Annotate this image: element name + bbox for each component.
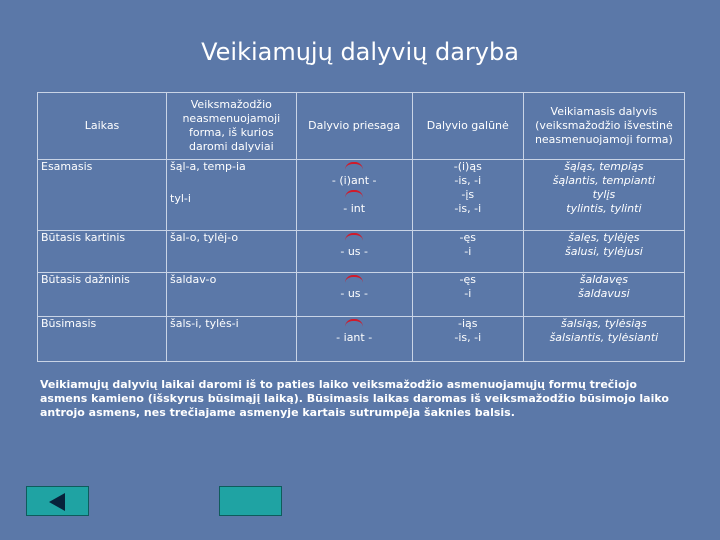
participle: šąląs, tempiąs bbox=[564, 160, 644, 173]
ending: -įs bbox=[461, 188, 475, 201]
suffix: - iant - bbox=[336, 331, 373, 344]
participle: tylįs bbox=[592, 188, 616, 201]
verb-form: šaldav-o bbox=[170, 273, 217, 286]
ending: -iąs bbox=[458, 317, 478, 330]
participle: tylintis, tylinti bbox=[566, 202, 642, 215]
suffix: - (i)ant - bbox=[331, 174, 377, 187]
participle: šaldavęs bbox=[579, 273, 629, 286]
ending: -i bbox=[464, 245, 472, 258]
suffix: - us - bbox=[340, 245, 368, 258]
ending-cell bbox=[412, 273, 523, 317]
ending: -ęs bbox=[459, 273, 476, 286]
ending-cell bbox=[412, 231, 523, 273]
suffix-cell bbox=[296, 273, 412, 317]
back-button[interactable] bbox=[26, 486, 89, 516]
suffix-cell bbox=[296, 231, 412, 273]
verb-form-cell bbox=[167, 160, 297, 231]
participle: šalęs, tylėjęs bbox=[568, 231, 640, 244]
table-row bbox=[38, 231, 685, 273]
suffix: - int bbox=[343, 202, 366, 215]
triangle-left-icon bbox=[49, 493, 65, 511]
participle: šalsiantis, tylėsianti bbox=[549, 331, 659, 344]
header-verb-form: Veiksmažodžio neasmenuojamoji forma, iš kurios daromi dalyviai bbox=[167, 93, 297, 160]
participle-cell bbox=[523, 317, 684, 362]
red-arc-mark bbox=[300, 317, 409, 331]
suffix-cell bbox=[296, 160, 412, 231]
forward-button[interactable] bbox=[219, 486, 282, 516]
red-arc-mark bbox=[300, 188, 409, 202]
participle: šalsiąs, tylėsiąs bbox=[561, 317, 647, 330]
participle-cell bbox=[523, 273, 684, 317]
tense-label: Būtasis kartinis bbox=[38, 231, 167, 273]
ending: -is, -i bbox=[454, 331, 482, 344]
table-row bbox=[38, 317, 685, 362]
verb-form-cell bbox=[167, 317, 297, 362]
tense-label: Būtasis dažninis bbox=[38, 273, 167, 317]
ending: -i bbox=[464, 287, 472, 300]
ending-cell bbox=[412, 317, 523, 362]
header-participle: Veikiamasis dalyvis (veiksmažodžio išvestinė neasmenuojamoji forma) bbox=[523, 93, 684, 160]
participle-cell bbox=[523, 160, 684, 231]
participle-table bbox=[37, 92, 685, 362]
participle: šąlantis, tempianti bbox=[552, 174, 656, 187]
verb-form: šal-o, tylėj-o bbox=[170, 231, 239, 244]
participle: šaldavusi bbox=[578, 287, 630, 300]
verb-form: tyl-i bbox=[170, 192, 191, 205]
participle-cell bbox=[523, 231, 684, 273]
verb-form-cell bbox=[167, 231, 297, 273]
ending: -is, -i bbox=[454, 202, 482, 215]
suffix: - us - bbox=[340, 287, 368, 300]
header-ending: Dalyvio galūnė bbox=[412, 93, 523, 160]
red-arc-mark bbox=[300, 160, 409, 174]
red-arc-mark bbox=[300, 273, 409, 287]
ending: -ęs bbox=[459, 231, 476, 244]
ending-cell bbox=[412, 160, 523, 231]
tense-label: Esamasis bbox=[38, 160, 167, 231]
table-row bbox=[38, 273, 685, 317]
verb-form: šals-i, tylės-i bbox=[170, 317, 239, 330]
slide-title: Veikiamųjų dalyvių daryba bbox=[201, 38, 519, 66]
explanation-note: Veikiamųjų dalyvių laikai daromi iš to paties laiko veiksmažodžio asmenuojamųjų formų trečiojo asmens kamieno (išskyrus būsimąjį laiką). Būsimasis laikas daromas iš veiksmažodžio būsimojo laiko antrojo asmens, nes trečiajame asmenyje kartais sutrumpėja šaknies balsis. bbox=[40, 378, 669, 419]
verb-form-cell bbox=[167, 273, 297, 317]
table-row bbox=[38, 160, 685, 231]
red-arc-mark bbox=[300, 231, 409, 245]
tense-label: Būsimasis bbox=[38, 317, 167, 362]
table-header-row bbox=[38, 93, 685, 160]
ending: -(i)ąs bbox=[453, 160, 482, 173]
header-suffix: Dalyvio priesaga bbox=[296, 93, 412, 160]
verb-form: šąl-a, temp-ia bbox=[170, 160, 246, 173]
suffix-cell bbox=[296, 317, 412, 362]
participle: šalusi, tylėjusi bbox=[565, 245, 643, 258]
ending: -is, -i bbox=[454, 174, 482, 187]
header-tense: Laikas bbox=[38, 93, 167, 160]
